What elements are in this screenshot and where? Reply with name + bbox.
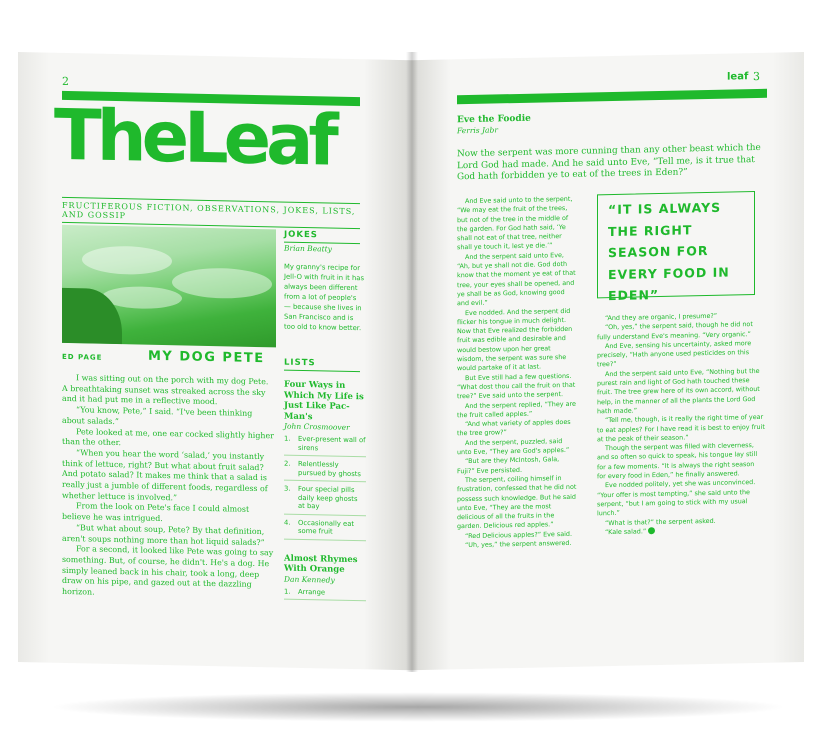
paragraph: And the serpent, puzzled, said unto Eve, “They are God's apples.” — [457, 436, 570, 457]
article-title: Eve the Foodie — [457, 113, 531, 126]
paragraph: And the serpent replied, “They are the fruit called apples.” — [457, 399, 576, 420]
jokes-heading: JOKES — [284, 230, 360, 245]
paragraph: I was sitting out on the porch with my dog Pete. A breathtaking sunset was streaked across the sky and it had put me in a reflective mood. — [62, 373, 269, 407]
paragraph: “Kale salad.” — [597, 525, 765, 538]
lists-block — [284, 380, 366, 606]
paragraph: “What is that?” the serpent asked. — [605, 516, 716, 527]
paragraph: And the serpent said unto Eve, “Nothing but the purest rain and light of God hath touched these fruit. The tree grew here of its own accord, without help, in the manner of all the plants the Lord God hath made.” — [597, 366, 760, 416]
list-items — [284, 587, 366, 601]
jokes-text: My granny's recipe for Jell-O with fruit in it has always been different from a lot of people's — because she lives in San Francisco and is too old to know better. — [284, 262, 364, 333]
paragraph: “When you hear the word ‘salad,’ you instantly think of lettuce, right? But what about fruit salad? And potato salad? It makes me think that a salad is really just a jumble of different foods, regardless of whether lettuce is involved.” — [62, 448, 268, 503]
cloud-shape — [82, 245, 172, 275]
jokes-byline: Brian Beatty — [284, 243, 332, 254]
leaf-logo: leaf — [727, 71, 749, 83]
paragraph: “Tell me, though, is it really the right time of year to eat apples? For I have read it is best to enjoy fruit at the peak of their season.” — [597, 413, 765, 444]
spread-shadow — [48, 692, 788, 722]
paragraph: “And what variety of apples does the tree grow?” — [457, 418, 571, 438]
masthead-title: TheLeaf — [54, 93, 334, 182]
paragraph: Pete looked at me, one ear cocked slightly higher than the other. — [62, 426, 274, 448]
header-rule — [457, 89, 767, 104]
right-page — [411, 52, 804, 670]
paragraph: “But what about soup, Pete? By that definition, aren't soups nothing more than hot liquid salads?” — [62, 523, 265, 547]
story-body — [62, 373, 276, 602]
spine-gutter — [406, 52, 418, 672]
article-lede: Now the serpent was more cunning than any other beast which the Lord God had made. And he said unto Eve, “Tell me, is it true that God hath forbidden ye to eat of the trees in Eden?” — [457, 142, 761, 183]
paragraph: “But are they McIntosh, Gala, Fuji?” Eve persisted. — [457, 455, 560, 475]
list-item-number: 1. — [284, 434, 291, 443]
list-title: Four Ways in Which My Life is Just Like Pac-Man's — [284, 379, 364, 422]
paragraph: “Oh, yes,” the serpent said, though he did not fully understand Eve's meaning. “Very organic.” — [597, 320, 753, 341]
cloud-shape — [172, 267, 272, 299]
list-title: Almost Rhymes With Orange — [284, 553, 358, 575]
paragraph: Eve nodded politely, yet she was unconvinced. “Your offer is most tempting,” she said unto the serpent, “but I am going to stick with my usual lunch.” — [597, 478, 756, 518]
paragraph: Eve nodded. And the serpent did flicker his tongue in much delight. Now that Eve realized the forbidden fruit was edible and desirable and would bestow upon her great wisdom, the serpent was sure she would partake of it at last. — [457, 306, 573, 373]
list-item-text: Ever-present wall of sirens — [298, 434, 366, 452]
magazine-spread — [18, 52, 804, 680]
list-item — [284, 587, 366, 601]
left-page — [18, 52, 411, 670]
paragraph: Though the serpent was filled with cleverness, and so often so quick to speak, his tongue lay still for a few moments. “It is always the right season for every food in Eden,” he finally answered. — [597, 441, 758, 481]
paragraph: “Red Delicious apples?” Eve said. — [465, 529, 572, 540]
list-item — [284, 518, 366, 541]
tagline: FRUCTIFEROUS FICTION, OBSERVATIONS, JOKES, LISTS, AND GOSSIP — [62, 197, 360, 229]
section-label: ED PAGE — [62, 352, 103, 362]
pull-quote: “IT IS ALWAYS THE RIGHT SEASON FOR EVERY FOOD IN EDEN” — [597, 191, 755, 298]
article-column-2 — [597, 311, 765, 538]
list-item — [284, 460, 366, 483]
list-item-text: Four special pills daily keep ghosts at bay — [298, 484, 358, 511]
paragraph: And Eve said unto to the serpent, “We may eat the fruit of the trees, but not of the tree in the middle of the garden. For God hath said, ‘Ye shall not eat of that tree, neither shall ye touch it, lest ye die.’” — [457, 194, 573, 252]
apple-icon — [648, 527, 655, 534]
lists-heading: LISTS — [284, 358, 360, 373]
list-item-number: 4. — [284, 518, 291, 527]
list-item-number: 1. — [284, 587, 291, 596]
list-items — [284, 435, 366, 541]
list-item — [284, 435, 366, 458]
paragraph: And Eve, sensing his uncertainty, asked more precisely, “Hath anyone used pesticides on this tree?” — [597, 338, 752, 369]
list-item-number: 2. — [284, 459, 291, 468]
list-byline: Dan Kennedy — [284, 574, 335, 585]
paragraph: “Uh, yes,” the serpent answered. — [465, 538, 572, 550]
paragraph: “You know, Pete,” I said. “I've been thinking about salads.” — [62, 405, 253, 426]
sky-photo — [62, 225, 276, 347]
list-item-number: 3. — [284, 484, 291, 493]
paragraph: But Eve still had a few questions. “What dost thou call the fruit on that tree?” Eve said unto the serpent. — [457, 371, 576, 401]
page-number-left: 2 — [62, 74, 69, 89]
paragraph: The serpent, coiling himself in frustration, confessed that he did not possess such knowledge. But he said unto Eve, “They are the most delicious of all the fruits in the garden. Delicious red apples.” — [457, 473, 577, 531]
paragraph: For a second, it looked like Pete was going to say something. But, of course, he didn't. He's a dog. He simply leaned back in his chair, took a long, deep draw on his pipe, and gazed out at the dazzling horizon. — [62, 544, 274, 597]
list-item-text: Arrange — [298, 587, 326, 596]
article-byline: Ferris Jabr — [457, 125, 498, 136]
paragraph: And the serpent said unto Eve, “Ah, but ye shall not die. God doth know that the moment ye eat of that tree, your eyes shall be opened, and ye shall be as God, knowing good and evil.” — [457, 250, 576, 308]
article-column-1 — [457, 195, 577, 551]
page-number-right: 3 — [753, 69, 760, 84]
paragraph: From the look on Pete's face I could almost believe he was intrigued. — [62, 501, 250, 524]
paragraph: “And they are organic, I presume?” — [605, 311, 718, 323]
list-item — [284, 485, 366, 516]
list-item-text: Occasionally eat some fruit — [298, 518, 355, 536]
story-title: MY DOG PETE — [148, 348, 265, 367]
list-item-text: Relentlessly pursued by ghosts — [298, 459, 361, 478]
list-byline: John Crosmoover — [284, 421, 350, 432]
